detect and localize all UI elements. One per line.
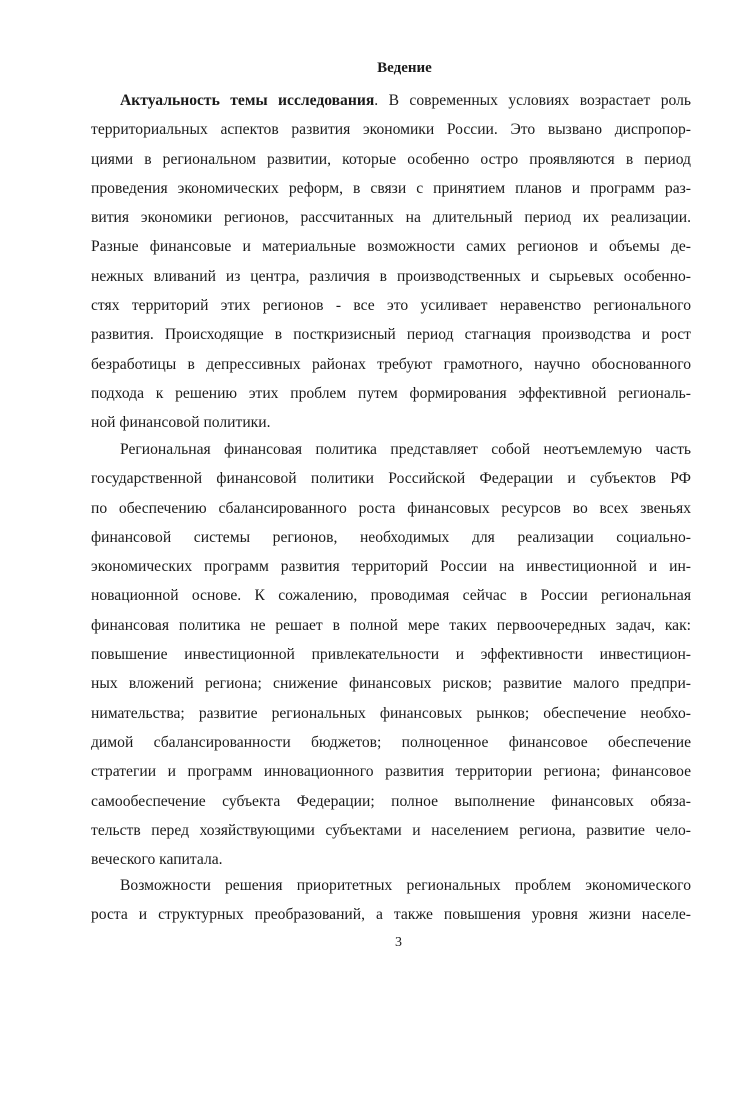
paragraph-line: территориальных аспектов развития экономики России. Это вызвано диспропор- (91, 121, 691, 139)
paragraph-line: подхода к решению этих проблем путем формирования эффективной региональ- (91, 384, 691, 402)
section-heading: Ведение (377, 60, 432, 76)
paragraph-line: проведения экономических реформ, в связи с принятием планов и программ раз- (91, 179, 691, 197)
paragraph-line: повышение инвестиционной привлекательности и эффективности инвестицион- (91, 646, 691, 664)
paragraph-1 (91, 86, 691, 438)
paragraph-3 (91, 871, 691, 930)
paragraph-line-text: . В современных условиях возрастает роль (374, 92, 691, 109)
paragraph-line: Возможности решения приоритетных региональных проблем экономического (120, 877, 691, 894)
paragraph-line: финансовой системы регионов, необходимых для реализации социально- (91, 528, 691, 546)
paragraph-2 (91, 435, 691, 874)
paragraph-line: государственной финансовой политики Российской Федерации и субъектов РФ (91, 470, 691, 488)
paragraph-line: развития. Происходящие в посткризисный период стагнация производства и рост (91, 326, 691, 344)
paragraph-lead: Актуальность темы исследования (120, 92, 375, 109)
paragraph-line: ных вложений региона; снижение финансовых рисков; развитие малого предпри- (91, 675, 691, 693)
paragraph-line: димой сбалансированности бюджетов; полноценное финансовое обеспечение (91, 733, 691, 751)
paragraph-line: новационной основе. К сожалению, проводимая сейчас в России региональная (91, 587, 691, 605)
page-number: 3 (395, 935, 402, 950)
paragraph-line (91, 86, 691, 115)
paragraph-line: веческого капитала. (91, 851, 223, 869)
paragraph-line: по обеспечению сбалансированного роста финансовых ресурсов во всех звеньях (91, 499, 691, 517)
paragraph-line: тельств перед хозяйствующими субъектами и населением региона, развитие чело- (91, 821, 691, 839)
paragraph-line: циями в региональном развитии, которые особенно остро проявляются в период (91, 150, 691, 168)
paragraph-line: экономических программ развития территорий России на инвестиционной и ин- (91, 558, 691, 576)
paragraph-line: безработицы в депрессивных районах требуют грамотного, научно обоснованного (91, 355, 691, 373)
paragraph-line: Региональная финансовая политика представляет собой неотъемлемую часть (120, 441, 691, 458)
paragraph-line: нежных вливаний из центра, различия в производственных и сырьевых особенно- (91, 267, 691, 285)
paragraph-line: нимательства; развитие региональных финансовых рынков; обеспечение необхо- (91, 704, 691, 722)
paragraph-line: самообеспечение субъекта Федерации; полное выполнение финансовых обяза- (91, 792, 691, 810)
paragraph-line: ной финансовой политики. (91, 414, 271, 432)
paragraph-line: стратегии и программ инновационного развития территории региона; финансовое (91, 763, 691, 781)
paragraph-line: финансовая политика не решает в полной мере таких первоочередных задач, как: (91, 616, 691, 634)
paragraph-line: Разные финансовые и материальные возможности самих регионов и объемы де- (91, 238, 691, 256)
paragraph-line: вития экономики регионов, рассчитанных на длительный период их реализации. (91, 209, 691, 227)
paragraph-line: стях территорий этих регионов - все это усиливает неравенство регионального (91, 297, 691, 315)
paragraph-line: роста и структурных преобразований, а также повышения уровня жизни населе- (91, 906, 691, 924)
